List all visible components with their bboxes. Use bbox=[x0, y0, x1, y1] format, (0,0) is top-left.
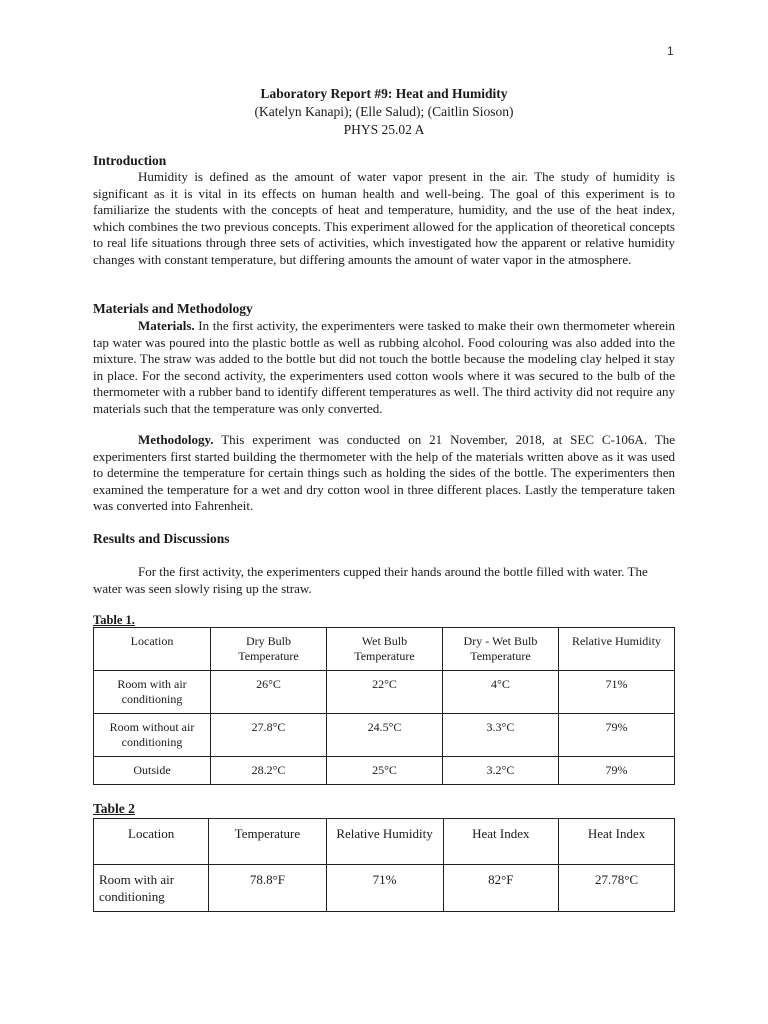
table-header-cell: Dry Bulb Temperature bbox=[211, 628, 327, 671]
table-cell: 26°C bbox=[211, 671, 327, 714]
table-header-cell: Relative Humidity bbox=[558, 628, 674, 671]
materials-text: In the first activity, the experimenters were tasked to make their own thermometer wherein tap water was poured into the plastic bottle as well as rubbing alcohol. Food colouring was also added into the mixture. The straw was added to the bottle but did not touch the bottle because the modeling clay helped it stay in place. For the second activity, the experimenters used cotton wools where it was secured to the bulb of the thermometer with a rubber band to identify different temperatures as well. The third activity did not require any materials such that the temperature was only converted. bbox=[93, 318, 675, 416]
table-cell: 24.5°C bbox=[326, 714, 442, 757]
table-header-cell: Relative Humidity bbox=[326, 819, 443, 865]
table-header-cell: Temperature bbox=[209, 819, 326, 865]
page-number: 1 bbox=[667, 44, 674, 58]
table-header-cell: Wet Bulb Temperature bbox=[326, 628, 442, 671]
table-row bbox=[94, 865, 675, 912]
table-row bbox=[94, 714, 675, 757]
materials-paragraph bbox=[93, 318, 675, 417]
table-cell: 78.8°F bbox=[209, 865, 326, 912]
table-header-cell: Heat Index bbox=[559, 819, 675, 865]
table-cell: Outside bbox=[94, 757, 211, 785]
materials-methodology-heading: Materials and Methodology bbox=[93, 301, 253, 316]
results-heading: Results and Discussions bbox=[93, 531, 230, 546]
table-header-cell: Heat Index bbox=[443, 819, 559, 865]
table-cell: 3.2°C bbox=[442, 757, 558, 785]
table-header-cell: Dry - Wet Bulb Temperature bbox=[442, 628, 558, 671]
introduction-heading: Introduction bbox=[93, 153, 167, 168]
introduction-text: Humidity is defined as the amount of water vapor present in the air. The study of humidity is significant as it is vital in its effects on human health and well-being. The goal of this experiment is to familiarize the students with the concepts of heat and temperature, humidity, and the use of the heat index, which combines the two previous concepts. This experiment allowed for the application of theoretical concepts to real life situations through three sets of activities, which investigated how the apparent or relative humidity changes with constant temperature, but differing amounts the amount of water vapor in the atmosphere. bbox=[93, 169, 675, 267]
table-cell: 79% bbox=[558, 757, 674, 785]
table-cell: 28.2°C bbox=[211, 757, 327, 785]
table-cell: 25°C bbox=[326, 757, 442, 785]
table-cell: 3.3°C bbox=[442, 714, 558, 757]
methodology-paragraph bbox=[93, 432, 675, 515]
methodology-label: Methodology. bbox=[138, 432, 214, 447]
table-header-row bbox=[94, 819, 675, 865]
report-title: Laboratory Report #9: Heat and Humidity bbox=[260, 86, 508, 101]
materials-label: Materials. bbox=[138, 318, 195, 333]
table-cell: 71% bbox=[558, 671, 674, 714]
table-cell: Room without air conditioning bbox=[94, 714, 211, 757]
table2-label: Table 2 bbox=[93, 801, 135, 816]
table-row bbox=[94, 671, 675, 714]
results-text: For the first activity, the experimenters cupped their hands around the bottle filled with water. The water was seen slowly rising up the straw. bbox=[93, 564, 648, 596]
table-cell: 27.8°C bbox=[211, 714, 327, 757]
table-header-cell: Location bbox=[94, 819, 209, 865]
table-cell: Room with air conditioning bbox=[94, 865, 209, 912]
table-cell: 4°C bbox=[442, 671, 558, 714]
table-row bbox=[94, 757, 675, 785]
table-header-cell: Location bbox=[94, 628, 211, 671]
authors: (Katelyn Kanapi); (Elle Salud); (Caitlin Sioson) bbox=[254, 104, 514, 119]
table-2 bbox=[93, 818, 675, 912]
table-1 bbox=[93, 627, 675, 785]
table-cell: 82°F bbox=[443, 865, 559, 912]
table-cell: 71% bbox=[326, 865, 443, 912]
table-header-row bbox=[94, 628, 675, 671]
methodology-text: This experiment was conducted on 21 November, 2018, at SEC C-106A. The experimenters first started building the thermometer with the help of the materials written above as it was used to determine the temperature for certain things such as holding the sides of the bottle. The experimenters then examined the temperature for a wet and dry cotton wool in three different places. Lastly the temperature taken was converted into Fahrenheit. bbox=[93, 432, 675, 513]
table-cell: 27.78°C bbox=[559, 865, 675, 912]
table1-label: Table 1. bbox=[93, 613, 135, 627]
table-cell: 22°C bbox=[326, 671, 442, 714]
table-cell: Room with air conditioning bbox=[94, 671, 211, 714]
course-code: PHYS 25.02 A bbox=[343, 122, 425, 137]
table-cell: 79% bbox=[558, 714, 674, 757]
